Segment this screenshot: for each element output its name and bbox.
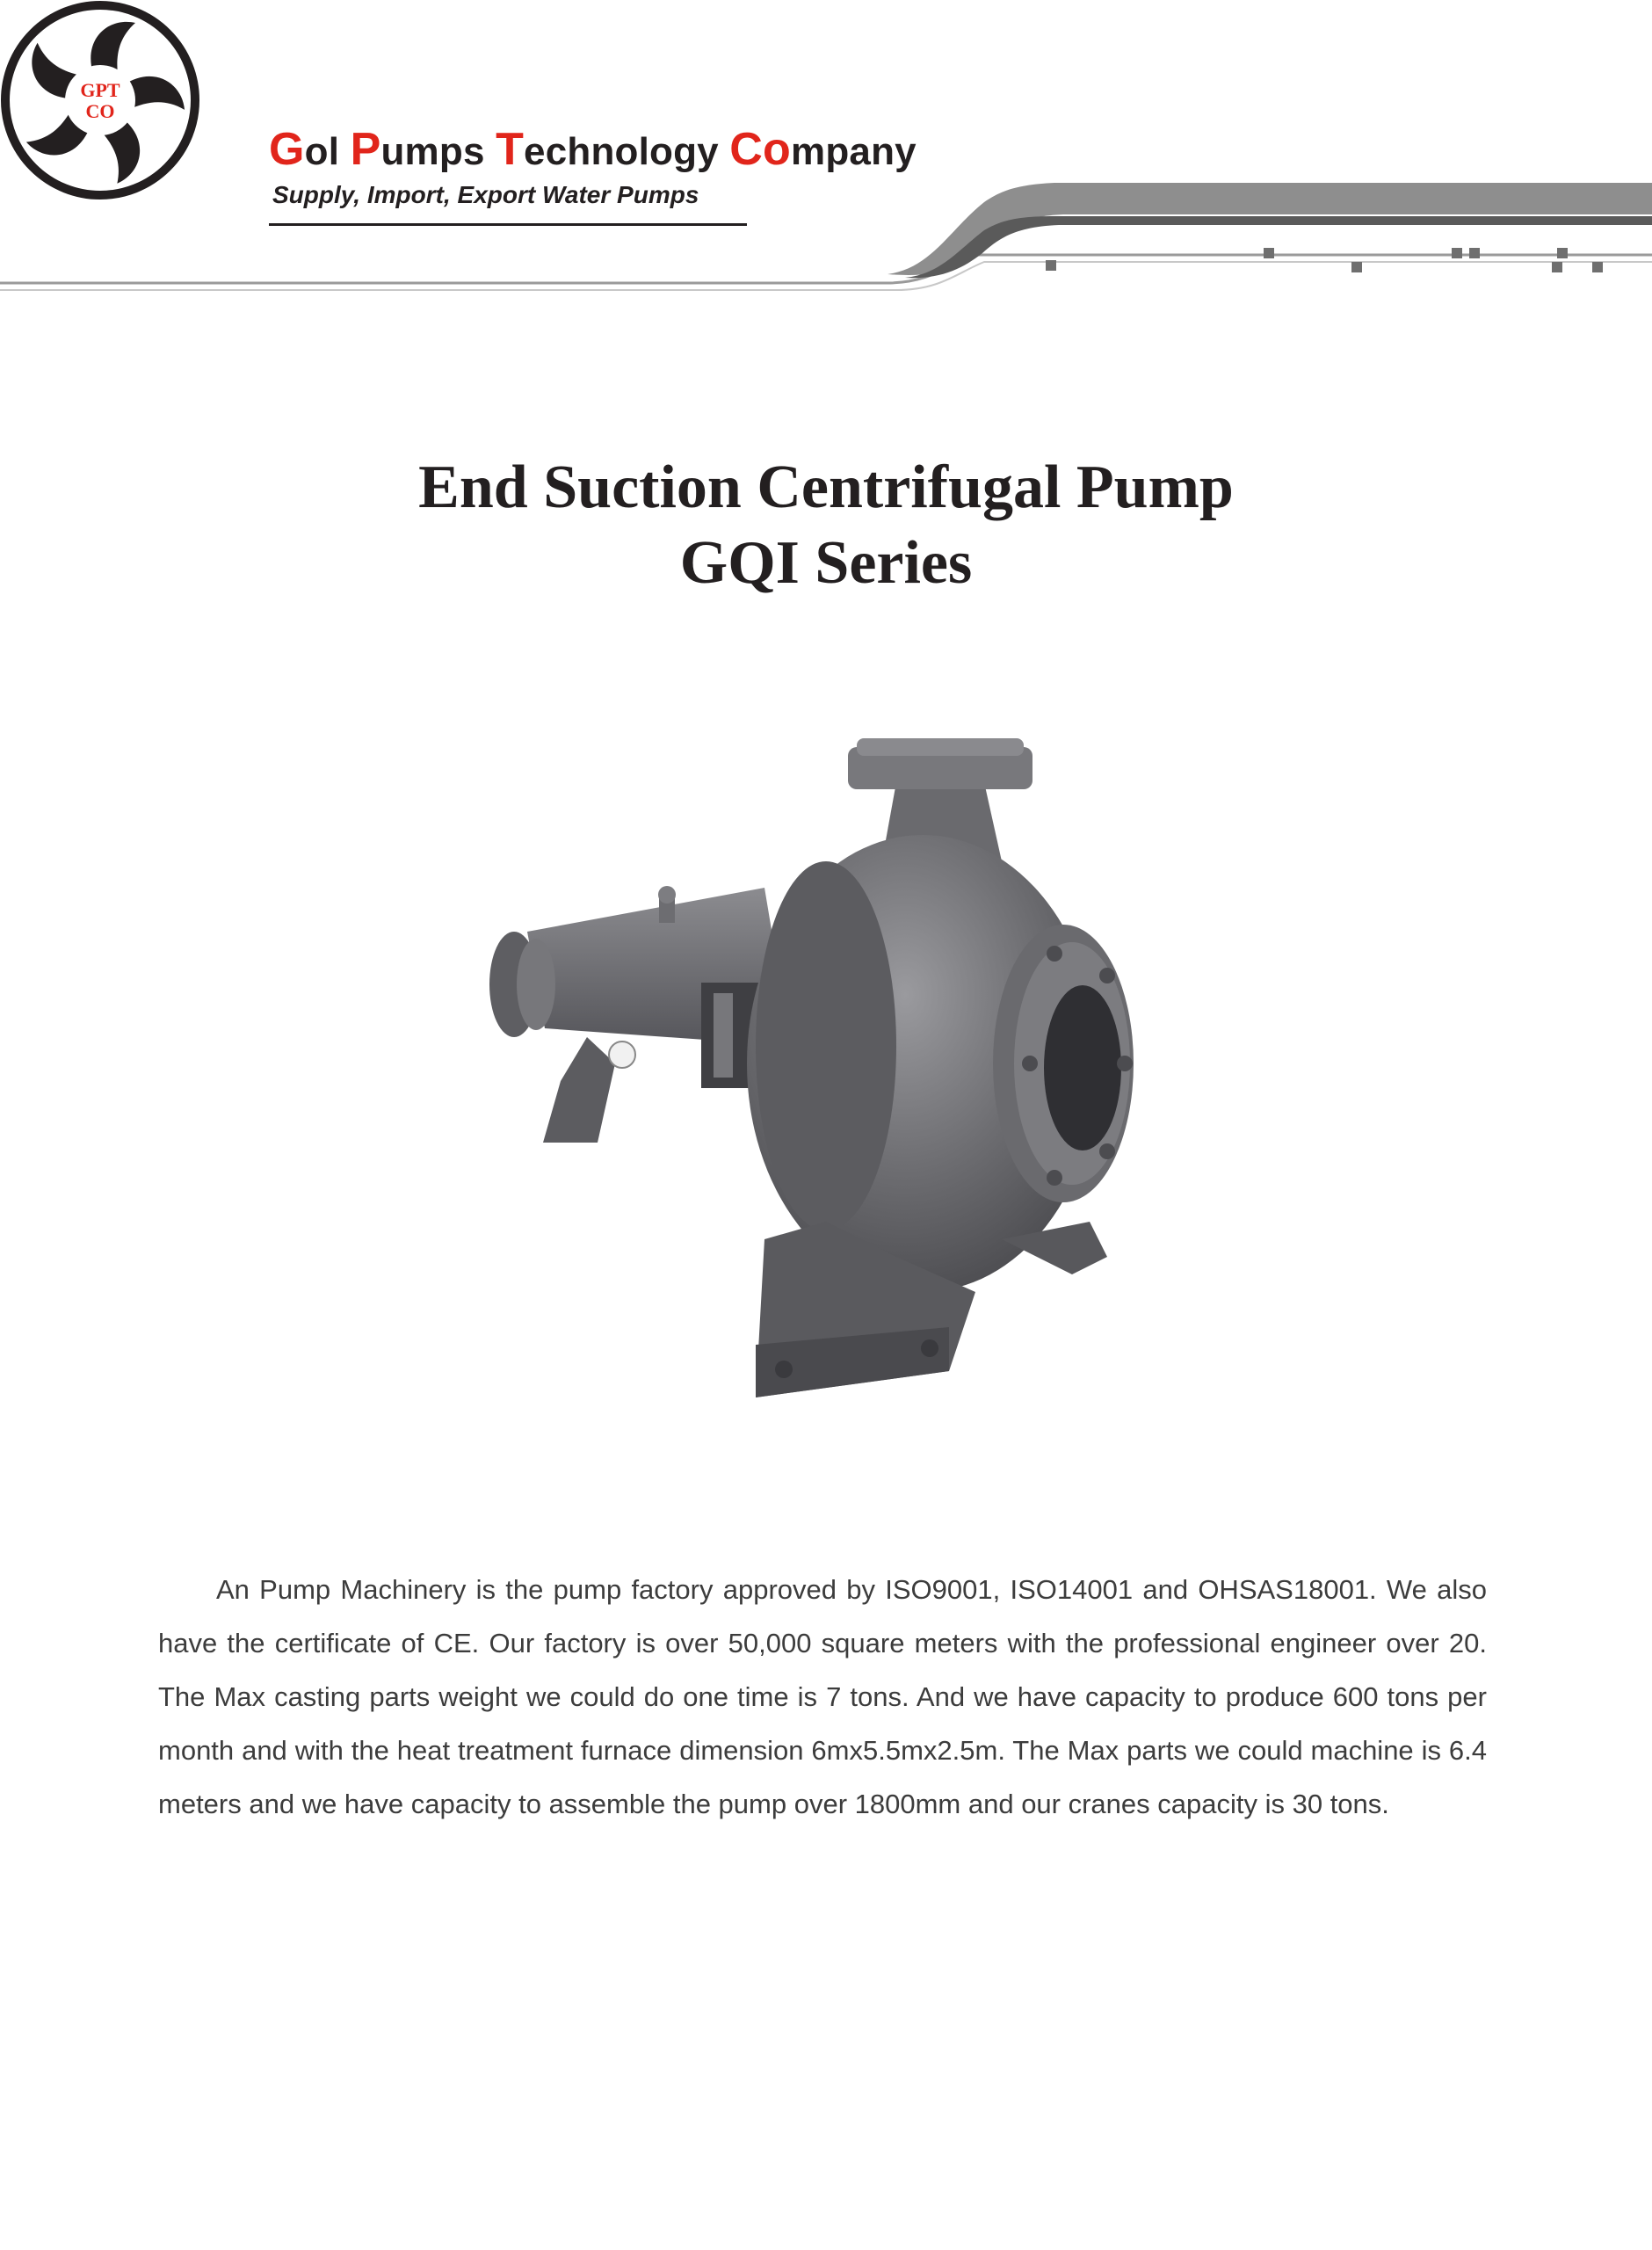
description-paragraph: An Pump Machinery is the pump factory approved by ISO9001, ISO14001 and OHSAS18001. We also have the certificate of CE. Our factory is over 50,000 square meters with the professional engineer over 20. The Max casting parts weight we could do one time is 7 tons. And we have capacity to produce 600 tons per month and with the heat treatment furnace dimension 6mx5.5mx2.5m. The Max parts we could machine is 6.4 meters and we have capacity to assemble the pump over 1800mm and our cranes capacity is 30 tons. — [158, 1574, 1487, 1819]
company-tagline: Supply, Import, Export Water Pumps — [272, 181, 699, 208]
company-name-initial: Co — [729, 124, 791, 175]
logo-text-co: CO — [85, 100, 115, 122]
company-name-segment: ol — [304, 130, 351, 173]
company-name-segment: echnology — [524, 130, 730, 173]
company-name-segment: mpany — [791, 130, 917, 173]
company-name-initial: G — [269, 124, 305, 175]
tagline-underline — [269, 223, 747, 226]
logo-text-gpt: GPT — [80, 79, 120, 101]
page-subtitle: GQI Series — [679, 529, 973, 597]
company-name-initial: T — [496, 124, 525, 175]
company-name-segment: umps — [380, 130, 496, 173]
page-header — [0, 0, 1652, 299]
company-logo — [0, 0, 200, 200]
pump-product-image — [457, 729, 1177, 1415]
page-title: End Suction Centrifugal Pump — [418, 454, 1234, 521]
company-name-initial: P — [350, 124, 381, 175]
company-name — [269, 123, 917, 176]
